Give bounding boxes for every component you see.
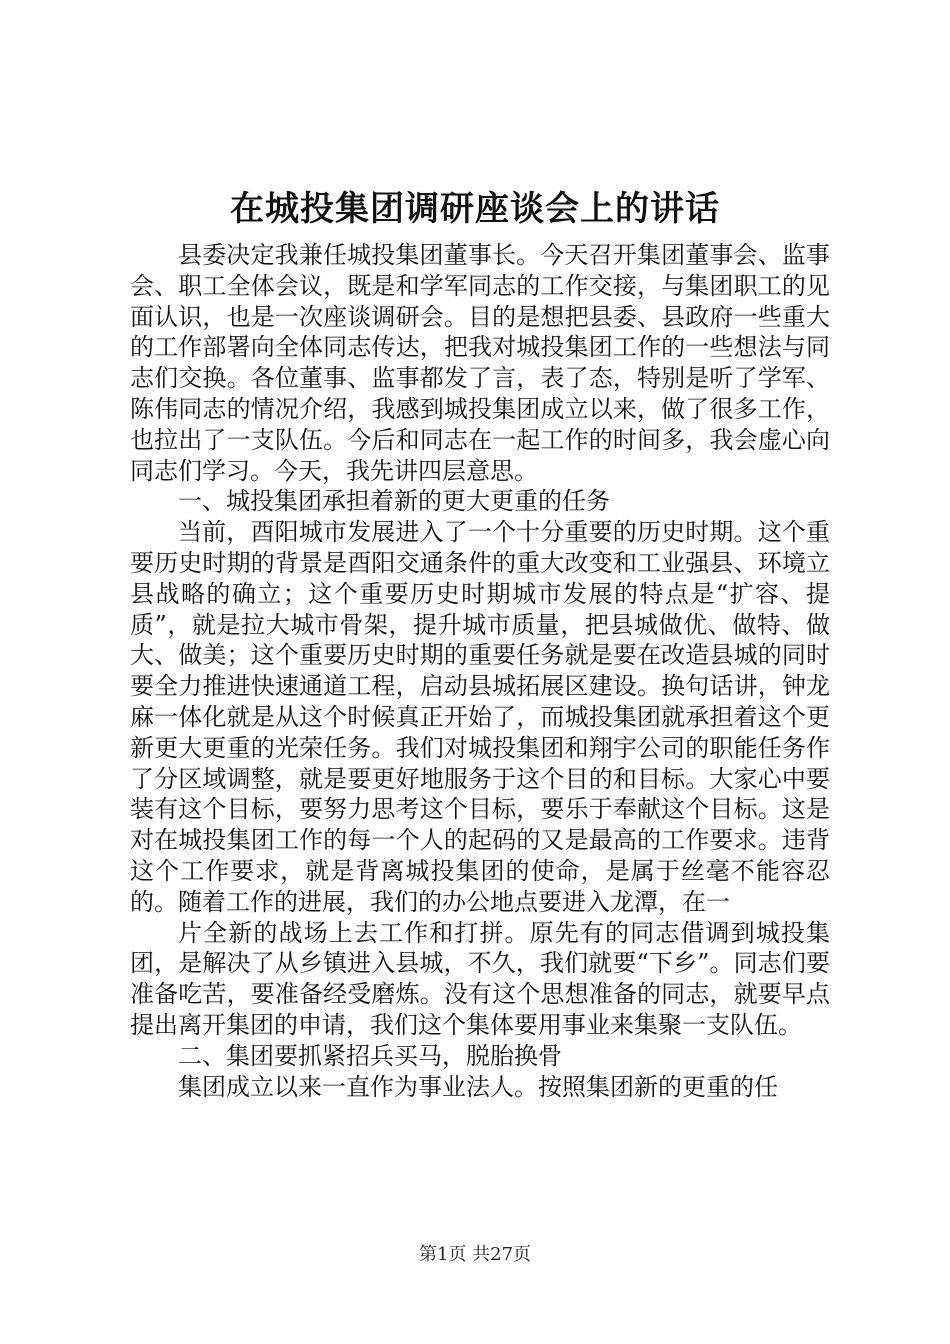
document-title: 在城投集团调研座谈会上的讲话	[230, 189, 720, 229]
section-heading-1: 一、城投集团承担着新的更大更重的任务	[178, 487, 610, 516]
paragraph-section-2: 集团成立以来一直作为事业法人。按照集团新的更重的任	[178, 1072, 778, 1101]
page-number: 第1页 共27页	[418, 1244, 532, 1265]
document-body	[130, 240, 830, 1102]
paragraph-section-1-continued: 片全新的战场上去工作和打拼。原先有的同志借调到城投集团，是解决了从乡镇进入县城，不久，我们就要“下乡”。同志们要准备吃苦，要准备经受磨炼。没有这个思想准备的同志，就要早点提出离开集团的申请，我们这个集体要用事业来集聚一支队伍。	[130, 918, 830, 1039]
section-heading-2: 二、集团要抓紧招兵买马，脱胎换骨	[178, 1041, 562, 1070]
paragraph-section-1: 当前，酉阳城市发展进入了一个十分重要的历史时期。这个重要历史时期的背景是酉阳交通条件的重大改变和工业强县、环境立县战略的确立；这个重要历史时期城市发展的特点是“扩容、提质”，就是拉大城市骨架，提升城市质量，把县城做优、做特、做大、做美；这个重要历史时期的重要任务就是要在改造县城的同时要全力推进快速通道工程，启动县城拓展区建设。换句话讲，钟龙麻一体化就是从这个时候真正开始了，而城投集团就承担着这个更新更大更重的光荣任务。我们对城投集团和翔宇公司的职能任务作了分区域调整，就是要更好地服务于这个目的和目标。大家心中要装有这个目标，要努力思考这个目标，要乐于奉献这个目标。这是对在城投集团工作的每一个人的起码的又是最高的工作要求。违背这个工作要求，就是背离城投集团的使命，是属于丝毫不能容忍的。随着工作的进展，我们的办公地点要进入龙潭，在一	[130, 518, 830, 916]
paragraph-intro: 县委决定我兼任城投集团董事长。今天召开集团董事会、监事会、职工全体会议，既是和学军同志的工作交接，与集团职工的见面认识，也是一次座谈调研会。目的是想把县委、县政府一些重大的工作部署向全体同志传达，把我对城投集团工作的一些想法与同志们交换。各位董事、监事都发了言，表了态，特别是听了学军、陈伟同志的情况介绍，我感到城投集团成立以来，做了很多工作，也拉出了一支队伍。今后和同志在一起工作的时间多，我会虚心向同志们学习。今天，我先讲四层意思。	[130, 241, 830, 485]
